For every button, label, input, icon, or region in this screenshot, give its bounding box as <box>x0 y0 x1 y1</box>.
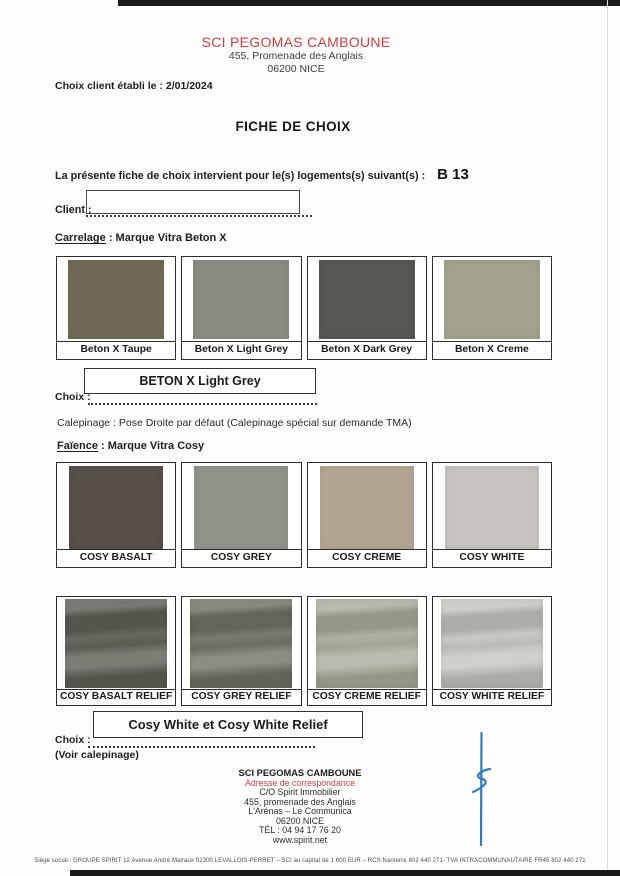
intro-sentence-text: La présente fiche de choix intervient pour le(s) logements(s) suivant(s) : <box>55 170 426 182</box>
calepinage-note: Calepinage : Pose Droite par défaut (Calepinage spécial sur demande TMA) <box>57 417 412 429</box>
tile-swatch <box>320 466 414 549</box>
footer-line: TÉL : 04 94 17 76 20 <box>259 825 341 836</box>
tile-swatch-area <box>182 257 300 341</box>
tile-swatch-area <box>433 257 551 341</box>
tile-swatch <box>445 466 539 549</box>
blue-pen-mark <box>455 725 515 855</box>
tile-swatch-area <box>57 597 175 689</box>
tile-swatch-area <box>57 257 175 341</box>
tile-label: Beton X Dark Grey <box>308 341 426 359</box>
tile-cell <box>432 462 552 568</box>
tile-swatch-area <box>182 463 300 549</box>
tile-table-carrelage <box>56 256 552 360</box>
letterhead-address-line1: 455, Promenade des Anglais <box>228 50 364 62</box>
pen-vertical-stroke <box>481 733 482 845</box>
tile-label: Beton X Taupe <box>57 341 175 359</box>
tile-label: COSY GREY <box>182 549 300 567</box>
tile-swatch <box>441 599 543 688</box>
client-choice-date-line: Choix client établi le : 2/01/2024 <box>55 80 213 92</box>
tile-swatch <box>69 466 163 549</box>
tile-swatch-area <box>308 463 426 549</box>
footer-address-block <box>150 768 450 846</box>
voir-calepinage-note: (Voir calepinage) <box>55 749 139 761</box>
tile-swatch <box>193 260 289 339</box>
section-heading-carrelage <box>55 232 227 244</box>
tile-label: COSY BASALT RELIEF <box>57 689 175 705</box>
tile-cell <box>307 256 427 360</box>
tile-swatch <box>68 260 164 339</box>
footer-line: 455, promenade des Anglais <box>244 796 356 807</box>
tile-swatch <box>190 599 292 688</box>
footer-correspondence-label: Adresse de correspondance <box>244 778 356 788</box>
tile-label: COSY CREME RELIEF <box>308 689 426 705</box>
carrelage-heading-word: Carrelage <box>55 232 106 244</box>
tile-cell <box>181 256 301 360</box>
letterhead-address-line2: 06200 NICE <box>267 63 325 75</box>
tile-swatch <box>444 260 540 339</box>
letterhead <box>0 34 592 76</box>
scan-artifact-bottom-bar <box>70 870 620 876</box>
tile-swatch-area <box>308 257 426 341</box>
tile-swatch <box>316 599 418 688</box>
tile-swatch-area <box>433 463 551 549</box>
letterhead-company-name: SCI PEGOMAS CAMBOUNE <box>201 34 391 50</box>
lot-number: B 13 <box>437 166 469 183</box>
tile-cell <box>56 462 176 568</box>
tile-label: COSY CREME <box>308 549 426 567</box>
legal-footer-line: Siège social : GROUPE SPIRIT 12 Avenue André Malraux 92300 LEVALLOIS-PERRET – SCI au capital de 1 600 EUR – RCS Nanterre 802 440 271- TVA INTRACOMMUNAUTAIRE FR45 802 440 271 <box>34 858 586 864</box>
tile-label: COSY GREY RELIEF <box>182 689 300 705</box>
tile-swatch <box>194 466 288 549</box>
footer-website: www.spirit.net <box>272 834 328 845</box>
tile-cell <box>307 596 427 706</box>
tile-cell <box>432 596 552 706</box>
choix-dotted-line-carrelage <box>88 403 317 405</box>
scan-artifact-right-edge <box>607 0 608 876</box>
tile-label: COSY WHITE RELIEF <box>433 689 551 705</box>
tile-cell <box>307 462 427 568</box>
tile-cell <box>56 596 176 706</box>
tile-table-faience-relief <box>56 596 552 706</box>
footer-line: C/O Spirit Immobilier <box>259 787 341 797</box>
tile-cell <box>181 596 301 706</box>
footer-line: L'Arénas – Le Communica <box>248 806 352 817</box>
tile-swatch-area <box>433 597 551 689</box>
tile-cell <box>56 256 176 360</box>
page-title: FICHE DE CHOIX <box>235 119 351 134</box>
tile-label: COSY BASALT <box>57 549 175 567</box>
carrelage-heading-rest: : Marque Vitra Beton X <box>105 232 227 244</box>
choice-box-faience: Cosy White et Cosy White Relief <box>93 711 363 738</box>
tile-swatch-area <box>182 597 300 689</box>
client-dotted-line <box>86 215 312 217</box>
footer-line: 06200 NICE <box>276 815 324 826</box>
scan-artifact-top-bar <box>118 0 620 6</box>
tile-table-faience <box>56 462 552 568</box>
footer-company-name: SCI PEGOMAS CAMBOUNE <box>238 768 362 778</box>
choix-label-carrelage: Choix : <box>55 391 91 403</box>
choice-box-carrelage: BETON X Light Grey <box>84 368 316 394</box>
client-label: Client : <box>55 204 92 216</box>
tile-cell <box>181 462 301 568</box>
tile-swatch-area <box>308 597 426 689</box>
choix-dotted-line-faience <box>88 746 315 748</box>
tile-swatch <box>319 260 415 339</box>
tile-swatch-area <box>57 463 175 549</box>
section-heading-faience <box>57 440 204 452</box>
choix-label-faience: Choix : <box>55 734 91 746</box>
intro-sentence <box>55 166 469 183</box>
faience-heading-rest: : Marque Vitra Cosy <box>97 440 205 452</box>
client-input-box <box>86 190 300 214</box>
tile-cell <box>432 256 552 360</box>
tile-swatch <box>65 599 167 688</box>
tile-label: Beton X Creme <box>433 341 551 359</box>
faience-heading-word: Faïence <box>57 440 98 452</box>
tile-label: COSY WHITE <box>433 549 551 567</box>
tile-label: Beton X Light Grey <box>182 341 300 359</box>
